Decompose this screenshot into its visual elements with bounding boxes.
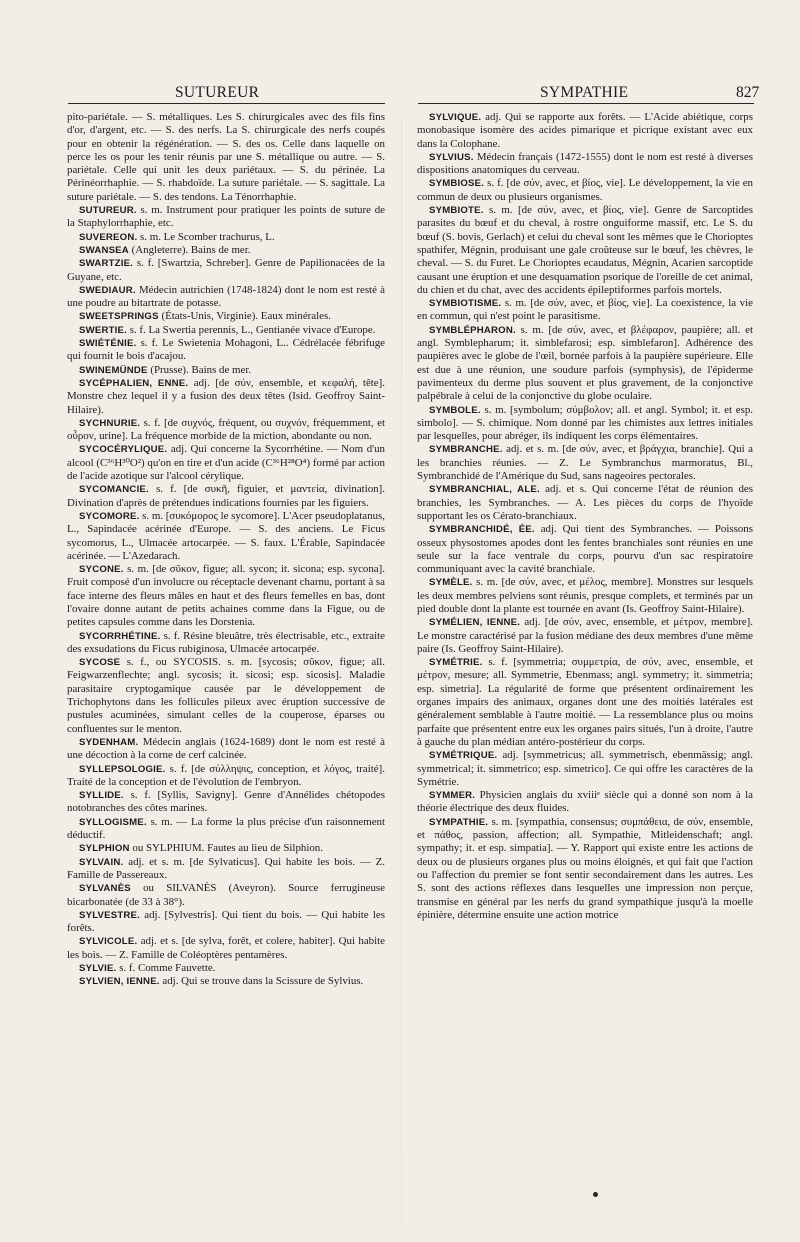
entry-headword: SYLLOGISME. [79,816,147,828]
entry-headword: SWIÉTÉNIE. [79,338,137,350]
column-gutter [401,118,402,1228]
dictionary-entry [417,789,753,816]
dictionary-entry [417,523,753,576]
entry-text: ou SILVANÈS (Aveyron). Source ferrugineuse bicarbonatée (de 33 à 38°). [67,882,385,908]
entry-text: pito-pariétale. — S. métalliques. Les S. chirurgicales avec des fils fins d'or, d'argent, etc. — S. des nerfs. La S. chirurgicale des nerfs coupés pour en obtenir la régénération. — S. des os. Celle dans laquelle on perce les os pour les tenir réunis par une S. métallique ou autre. — S. pariétale. Celle qui unit les deux pariétaux. — S. du périnée. La Périnéorrhaphie. — S. rhabdoïde. La suture pariétale. — S. sagittale. La suture pariétale. — S. des tendons. La Ténorrhaphie. [67,111,385,203]
dictionary-entry [417,204,753,297]
dictionary-entry [67,763,385,790]
entry-text: adj. Qui tient des Symbranches. — Poissons osseux physostomes apodes dont les fentes branchiales sont réunies en une seule sur la face ventrale du corps, pourvu d'un sac respiratoire communiquant avec la cavité branchiale. [417,523,753,576]
entry-headword: SYMBLÉPHARON. [429,324,516,336]
dictionary-entry [67,364,385,377]
dictionary-entry [67,935,385,962]
entry-headword: SUVEREON. [79,231,138,243]
entry-text: s. m. [sympathia, consensus; συμπάθεια, de σύν, ensemble, et πάθος, passion, affection; all. Sympathie, Mitleidenschaft; angl. sympathy; it. et esp. simpatia]. — Y. Rapport qui existe entre les actions de deux ou de plusieurs organes plus ou moins éloignés, et qui fait que l'action ou l'affection du premier se font sentir secondairement dans les autres. Les S. sont des actions réflexes dans lesquelles une impression non perçue, transmise en général par les nerfs du grand sympathique jusqu'à la moelle épinière, détermine ensuite une action motrice [417,815,753,921]
entry-headword: SYMBIOTISME. [429,298,502,310]
entry-headword: SYMBIOSE. [429,178,485,190]
entry-headword: SWEDIAUR. [79,284,136,296]
entry-headword: SYLVAIN. [79,856,124,868]
entry-headword: SWEETSPRINGS [79,311,159,323]
dictionary-entry [67,443,385,483]
header-rule-right [418,103,754,104]
dictionary-entry [67,962,385,975]
entry-text: s. f. [de σύν, avec, et βίος, vie]. Le développement, la vie en commun de deux ou plusieurs organismes. [417,177,753,203]
entry-text: Physicien anglais du xviiiᵉ siècle qui a donné son nom à la théorie électrique des deux fluides. [417,789,753,815]
entry-text: s. f. Le Swietenia Mohagoni, L.. Cédrélacée fébrifuge qui fournit le bois d'acajou. [67,337,385,363]
entry-headword: SYCORRHÉTINE. [79,630,161,642]
entry-text: s. f. La Swertia perennis, L., Gentianée vivace d'Europe. [129,323,376,336]
entry-headword: SYMBRANCHE. [429,444,503,456]
dictionary-entry [67,975,385,988]
entry-text: s. f. Résine bleuâtre, très électrisable, etc., extraite des exsudations du Ficus rubiginosa, Ulmacée artocarpée. [67,629,385,655]
entry-headword: SYLLIDE. [79,790,124,802]
entry-headword: SYMBRANCHIDÉ, ÉE. [429,524,535,536]
entry-text: Médecin autrichien (1748-1824) dont le nom est resté à une poudre au bitartrate de potasse. [67,283,385,310]
entry-text: s. m. [de σύν, avec, et βίος, vie]. Genre de Sarcoptides parasites du bœuf et du cheval, à rostre onguiforme massif, etc. Le S. du bœuf (S. bovis, Gerlach) et celui du cheval sont les mêmes que le Chorioptes spathifer, Mégnin, produisant une gale croûteuse sur le bœuf, les chèvres, le cheval. — S. du Furet. Le Chorioptes ecaudatus, Mégnin, Acarien sarcoptide causant une éruption et une desquamation psorique de l'oreille de cet animal, du chien et du chat, avec des accidents épileptiformes parfois mortels. [417,204,753,296]
entry-headword: SYCOMANCIE. [79,484,149,496]
entry-text: adj. Qui se rapporte aux forêts. — L'Acide abiétique, corps monobasique isomère des acides pimarique et picrique existant avec eux dans la Colophane. [417,111,753,150]
entry-text: adj. Qui concerne la Sycorrhétine. — Nom d'un alcool (C³⁶H³⁰O²) qu'on en tire et d'un acide (C³⁶H²⁸O⁴) formé par action de l'acide azotique sur l'alcool cérylique. [67,443,385,483]
entry-headword: SYDENHAM. [79,736,139,748]
header-left-word: SUTUREUR [175,84,260,101]
entry-headword: SYCOSE [79,657,121,669]
entry-text: s. f. [symmetria; συμμετρία, de σύν, avec, ensemble, et μέτρον, mesure; all. Symmetrie, Ebenmass; angl. symmetry; it. simmetria; esp. simetria]. La régularité de forme que présentent ordinairement les organes impairs des animaux, organes dont une des moitiés latérales est généralement semblable à l'autre moitié. — La ressemblance plus ou moins parfaite que présentent entre eux les organes pairs situés, l'un à droite, l'autre à gauche du plan médian antéro-postérieur du corps. [417,656,753,748]
entry-text: s. f. Comme Fauvette. [119,962,216,974]
dictionary-entry [417,749,753,789]
entry-headword: SYLVESTRE. [79,909,140,921]
entry-text: (États-Unis, Virginie). Eaux minérales. [161,310,331,323]
entry-text: s. m. [de σύν, avec, et βλέφαρον, paupière; all. et angl. Symblepharum; it. simblefarosi; esp. simblefaron]. Adhérence des paupières avec le globe de l'œil, bornée parfois à la paupière supérieure. Elle est due à une réunion, une soudure parfois (symphysis), de l'épiderme pavimenteux du derme plus souvent et plus gravement, de la conjonctive palpébrale à celui de la conjonctive du globe oculaire. [417,323,753,403]
dictionary-entry [67,789,385,816]
dictionary-entry [417,483,753,523]
entry-headword: SYLPHION [79,843,130,855]
dictionary-entry [67,909,385,936]
entry-text: s. f. [de συχνός, fréquent, ou συχνόν, fréquemment, et οὖρον, urine]. La fréquence morbide de la miction, abondante ou non. [67,416,385,443]
entry-headword: SYMPATHIE. [429,816,489,828]
entry-headword: SYCÉPHALIEN, ENNE. [79,377,189,389]
left-column [67,111,385,989]
dictionary-entry [417,443,753,483]
dictionary-entry [67,510,385,563]
entry-headword: SUTUREUR. [79,205,137,217]
entry-text: adj. [de σύν, ensemble, et κεφαλή, tête]. Monstre chez lequel il y a fusion des deux têtes (Isid. Geoffroy Saint-Hilaire). [67,376,385,416]
dictionary-entry [67,563,385,629]
dictionary-entry [67,483,385,510]
entry-text: adj. et s. Qui concerne l'état de réunion des branchies, les Symbranches. — A. Les pièces du corps de l'hyoïde supportant les os Cérato-branchiaux. [417,483,753,522]
dictionary-entry [417,151,753,178]
dictionary-entry [67,244,385,257]
entry-headword: SWARTZIE. [79,258,134,270]
entry-headword: SYLVICOLE. [79,936,138,948]
entry-text: Médecin français (1472-1555) dont le nom est resté à diverses dispositions anatomiques du cerveau. [417,150,753,177]
entry-text: s. f. [Swartzia, Schreber]. Genre de Papilionacées de la Guyane, etc. [67,257,385,283]
entry-headword: SYMMER. [429,790,476,802]
dictionary-entry [417,177,753,204]
entry-text: adj. et s. [de sylva, forêt, et colere, habiter]. Qui habite les bois. — Z. Famille de Coléoptères pentamères. [67,935,385,961]
entry-headword: SYLVIEN, IENNE. [79,976,160,988]
page-number: 827 [736,84,760,101]
dictionary-entry [67,856,385,883]
entry-headword: SYMBIOTE. [429,205,484,217]
entry-headword: SYLVANÈS [79,883,131,895]
dictionary-entry [417,816,753,922]
entry-text: adj. et s. m. [de Sylvaticus]. Qui habite les bois. — Z. Famille de Passereaux. [67,855,385,881]
entry-headword: SYCOMORE. [79,510,140,522]
entry-headword: SWINEMÜNDE [79,364,148,376]
entry-text: (Angleterre). Bains de mer. [131,243,251,256]
dictionary-entry [67,842,385,855]
dictionary-entry [67,377,385,417]
entry-headword: SYMÉTRIQUE. [429,750,498,762]
entry-text: s. m. [symbolum; σύμβολον; all. et angl. Symbol; it. et esp. simbolo]. — S. chimique. Nom donné par les chimistes aux lettres initiales par lesquelles, pour abréger, ils indiquent les corps élémentaires. [417,403,753,443]
right-column [417,111,753,922]
dictionary-entry [67,337,385,364]
entry-text: adj. et s. m. [de σύν, avec, et βράγχια, branchie]. Qui a les branchies réunies. — Z. Le Symbranchus marmoratus, Bl., Symbranchidé de l'Amérique du Sud, sans nageoires pectorales. [417,443,753,483]
dictionary-entry [417,324,753,404]
entry-text: s. m. [συκόμορος le sycomore]. L'Acer pseudoplatanus, L., Sapindacée acérinée d'Europe. — S. des anciens. Le Ficus sycomorus, L., Ulmacée artocarpée. — S. faux. L'Érable, Sapindacée acérinée. — L'Azedarach. [67,509,385,562]
entry-text: s. m. [de σῦκον, figue; all. sycon; it. sicona; esp. sycona]. Fruit composé d'un involucre ou réceptacle devenant charnu, portant à sa face interne des fleurs mâles en haut et des fleurs femelles en bas, dont l'ovaire donne autant de petits achaines comme dans la Figue, ou de petites capsules comme dans les Dorstenia. [67,563,385,629]
dictionary-entry [417,576,753,616]
entry-headword: SYLVIQUE. [429,112,482,123]
entry-headword: SYMÈLE. [429,577,473,589]
dictionary-entry [67,736,385,763]
entry-text: adj. [de σύν, avec, ensemble, et μέτρον, membre]. Le monstre caractérisé par la fusion médiane des deux membres d'une même paire (Is. Geoffroy Saint-Hilaire). [417,616,753,655]
dictionary-entry [417,297,753,324]
dictionary-entry [417,656,753,749]
entry-text: s. f., ou SYCOSIS. s. m. [sycosis; σῦκον, figue; all. Feigwarzenflechte; angl. sycosis; it. sicosi; esp. sicosis]. Maladie parasitaire cryptogamique causée par le développement de Trichophytons dans les follicules pileux avec éruption successive de pustules acuminées, simulant celles de la couperose, éparses ou confluentes sur le menton. [67,656,386,735]
entry-headword: SYLVIE. [79,963,117,974]
entry-headword: SWERTIE. [79,324,127,336]
entry-text: s. f. [Syllis, Savigny]. Genre d'Annélides chétopodes notobranches des côtes marines. [67,789,385,815]
entry-text: (Prusse). Bains de mer. [150,363,252,376]
entry-text: adj. Qui se trouve dans la Scissure de Sylvius. [162,975,364,988]
dictionary-entry [67,324,385,337]
entry-text: Médecin anglais (1624-1689) dont le nom est resté à une décoction à la corne de cerf calcinée. [67,735,385,762]
entry-headword: SYCHNURIE. [79,417,141,429]
dictionary-entry [67,310,385,323]
dictionary-entry [67,204,385,231]
dictionary-entry [67,231,385,244]
entry-text: s. m. [de σύν, avec, et μέλος, membre]. Monstres sur lesquels les deux membres pelviens sont réunis, presque complets, et terminés par un pied double dont la plante est tournée en avant (Is. Geoffroy Saint-Hilaire). [417,576,753,615]
dictionary-entry [67,284,385,311]
dictionary-entry [67,656,385,736]
printer-dot [593,1192,598,1197]
entry-headword: SYMBRANCHIAL, ALE. [429,484,540,496]
header-rule-left [68,103,385,104]
entry-text: s. m. [de σύν, avec, et βίος, vie]. La coexistence, la vie en commun, qui n'est point le parasitisme. [417,297,753,323]
entry-text: s. m. Le Scomber trachurus, L. [140,230,275,243]
entry-headword: SYCONE. [79,564,124,576]
entry-headword: SYMBOLE. [429,404,481,416]
dictionary-entry [67,417,385,444]
entry-headword: SYMÉTRIE. [429,657,483,669]
dictionary-entry [67,111,385,204]
entry-headword: SWANSEA [79,244,129,256]
entry-headword: SYCOCÉRYLIQUE. [79,444,168,456]
dictionary-entry [67,816,385,843]
entry-text: s. m. — La forme la plus précise d'un raisonnement déductif. [67,815,385,842]
entry-text: adj. [symmetricus; all. symmetrisch, ebenmässig; angl. symmetrical; it. simmetrico; esp. simetrico]. Ce qui offre les caractères de la Symétrie. [417,749,753,788]
entry-text: s. f. [de συκῆ, figuier, et μαντεία, divination]. Divination d'après de prétendues indications fournies par les figuiers. [67,483,385,509]
entry-text: adj. [Sylvestris]. Qui tient du bois. — Qui habite les forêts. [67,908,385,935]
entry-text: ou SYLPHIUM. Fautes au lieu de Silphion. [132,842,323,855]
entry-text: s. f. [de σύλληψις, conception, et λόγος, traité]. Traité de la conception et de l'évolution de l'embryon. [67,762,385,788]
entry-headword: SYLLEPSOLOGIE. [79,763,166,775]
dictionary-entry [67,882,385,909]
entry-text: s. m. Instrument pour pratiquer les points de suture de la Staphylorrhaphie, etc. [67,204,385,230]
entry-headword: SYLVIUS. [429,151,474,163]
header-right-word: SYMPATHIE [540,84,629,101]
dictionary-entry [417,404,753,444]
entry-headword: SYMÉLIEN, IENNE. [429,617,521,629]
dictionary-entry [67,630,385,657]
dictionary-entry [67,257,385,284]
dictionary-entry [417,616,753,656]
dictionary-entry [417,111,753,151]
